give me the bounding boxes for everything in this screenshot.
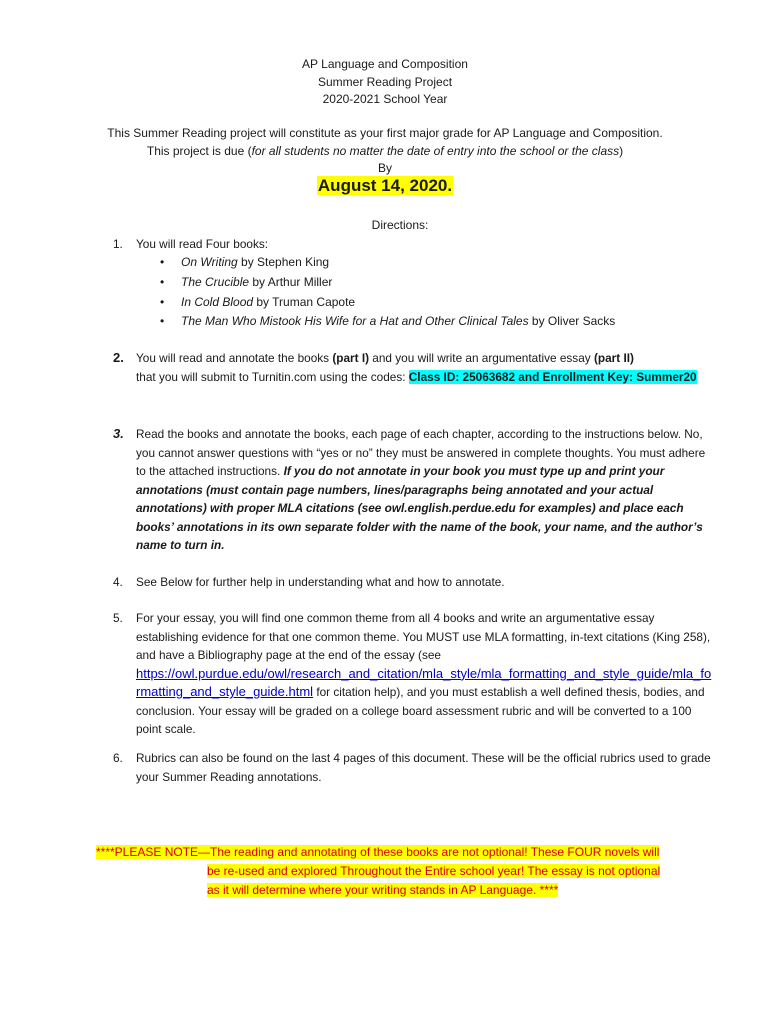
note-line-1: ****PLEASE NOTE—The reading and annotating of these books are not optional! These FOUR novels will [96, 845, 660, 859]
directions-label: Directions: [371, 218, 429, 232]
direction-item-3 [113, 425, 713, 555]
book-title: On Writing [181, 255, 238, 269]
item2-text-1: You will read and annotate the books [136, 351, 333, 365]
item-text: See Below for further help in understanding what and how to annotate. [136, 575, 505, 589]
bullet-icon: • [160, 274, 165, 289]
book-item [160, 253, 615, 273]
due-line-post: ) [619, 143, 624, 158]
part-one-label: (part I) [332, 351, 370, 365]
please-note-block [96, 843, 696, 900]
book-title: The Man Who Mistook His Wife for a Hat and Other Clinical Tales [181, 314, 529, 329]
direction-item-1 [113, 235, 713, 254]
intro-paragraph [40, 125, 730, 178]
book-author: by Stephen King [237, 255, 330, 269]
item2-text-2: and you will write an argumentative essay [369, 351, 594, 365]
due-date-block [0, 176, 770, 196]
item-text [136, 609, 713, 739]
book-list [160, 253, 615, 332]
item3-text: Read the books and annotate the books, each page of each chapter, according to the instructions below. No, you cannot answer questions with “yes or no” they must be answered in complete thoughts. You must adhere to the attached instructions. [136, 427, 706, 478]
item3-emphasis: If you do not annotate in your book you must type up and print your annotations (must contain page numbers, lines/paragraphs being annotated and your actual annotations) with proper MLA citations (see owl.english.perdue.edu for examples) and place each books’ annotations in its own separate folder with the name of the book, your name, and the author’s name to turn in. [136, 464, 703, 552]
bullet-icon: • [160, 294, 165, 309]
item-number: 2. [113, 350, 124, 365]
course-title: AP Language and Composition [302, 57, 468, 71]
item-text [136, 349, 713, 386]
note-line-2: be re-used and explored Throughout the Entire school year! The essay is not optional [207, 864, 661, 878]
book-author: by Arthur Miller [249, 274, 333, 289]
item5-text-1: For your essay, you will find one common theme from all 4 books and write an argumentative essay establishing evidence for that one common theme. You MUST use MLA formatting, in-text citations (King 258), and have a Bibliography page at the end of the essay (see [136, 611, 711, 662]
project-title: Summer Reading Project [317, 74, 453, 89]
direction-item-6 [113, 749, 713, 786]
book-item [160, 293, 615, 313]
item-number: 5. [113, 611, 123, 625]
note-line-3: as it will determine where your writing stands in AP Language. **** [207, 883, 559, 897]
bullet-icon: • [160, 255, 165, 269]
item-number: 3. [113, 426, 124, 441]
part-two-label: (part II) [593, 351, 634, 365]
due-date: August 14, 2020. [317, 176, 453, 195]
book-item [160, 312, 615, 332]
item-text [136, 425, 713, 555]
direction-item-4 [113, 573, 713, 592]
item-number: 1. [113, 237, 123, 251]
intro-line: This Summer Reading project will constitute as your first major grade for AP Language and Composition. [107, 126, 663, 140]
direction-item-2 [113, 349, 713, 386]
turnitin-codes: Class ID: 25063682 and Enrollment Key: Summer20 [408, 369, 697, 384]
item-text: Rubrics can also be found on the last 4 pages of this document. These will be the official rubrics used to grade your Summer Reading annotations. [136, 751, 711, 784]
by-label: By [377, 161, 392, 175]
book-title: In Cold Blood [181, 294, 254, 309]
directions-heading [0, 218, 770, 232]
item5-text-2: for citation help), and you must establish a well defined thesis, bodies, and conclusion. Your essay will be graded on a college board assessment rubric and will be converted to a 100 point scale. [136, 685, 705, 736]
document-header [0, 56, 770, 109]
item-number: 6. [113, 751, 123, 765]
bullet-icon: • [160, 314, 165, 329]
item2-text-3: that you will submit to Turnitin.com using the codes: [136, 369, 409, 384]
book-author: by Oliver Sacks [528, 314, 616, 329]
due-line [40, 143, 730, 161]
book-author: by Truman Capote [253, 294, 356, 309]
item-text: You will read Four books: [136, 237, 269, 251]
book-title: The Crucible [181, 274, 250, 289]
direction-item-5 [113, 609, 713, 739]
book-item [160, 273, 615, 293]
mla-guide-link[interactable]: https://owl.purdue.edu/owl/research_and_citation/mla_style/mla_formatting_and_style_guide/mla_formatting_and_style_guide.html [136, 665, 712, 699]
due-line-italic: for all students no matter the date of entry into the school or the class [251, 143, 620, 158]
item-number: 4. [113, 575, 123, 589]
school-year: 2020-2021 School Year [322, 92, 448, 106]
due-line-pre: This project is due ( [146, 143, 252, 158]
